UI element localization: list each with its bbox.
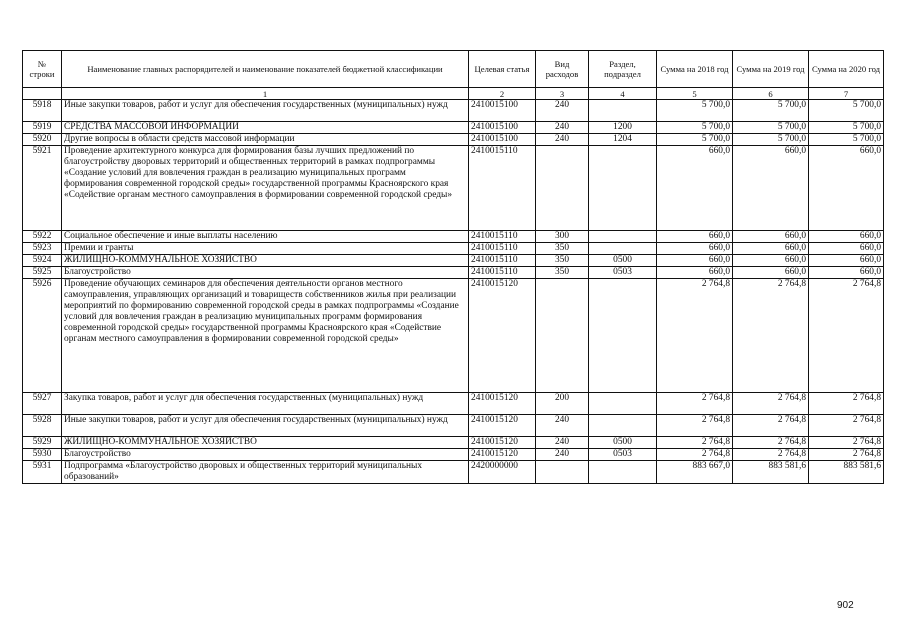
row-target-article: 2410015100 [469,100,536,122]
row-number: 5918 [23,100,62,122]
row-sum-2019: 660,0 [733,243,809,255]
column-number: 5 [657,88,733,100]
row-sum-2018: 660,0 [657,267,733,279]
row-sum-2019: 2 764,8 [733,393,809,415]
row-sum-2019: 5 700,0 [733,100,809,122]
row-sum-2019: 660,0 [733,255,809,267]
row-number: 5929 [23,437,62,449]
row-sum-2020: 660,0 [809,146,884,231]
header-sum-2018: Сумма на 2018 год [657,51,733,88]
header-row-no: № строки [23,51,62,88]
row-sum-2019: 660,0 [733,231,809,243]
column-number: 2 [469,88,536,100]
row-section [589,231,657,243]
row-target-article: 2410015100 [469,134,536,146]
row-expense-type: 240 [536,437,589,449]
row-sum-2020: 660,0 [809,243,884,255]
row-sum-2020: 5 700,0 [809,100,884,122]
table-row [23,134,884,146]
header-target: Целевая статья [469,51,536,88]
row-section [589,279,657,393]
row-sum-2020: 5 700,0 [809,122,884,134]
row-sum-2020: 2 764,8 [809,393,884,415]
row-number: 5931 [23,461,62,484]
table-row [23,415,884,437]
header-name: Наименование главных распорядителей и наименование показателей бюджетной классификации [62,51,469,88]
row-number: 5921 [23,146,62,231]
row-number: 5920 [23,134,62,146]
row-sum-2018: 5 700,0 [657,134,733,146]
column-number: 1 [62,88,469,100]
row-sum-2019: 660,0 [733,146,809,231]
header-sum-2019: Сумма на 2019 год [733,51,809,88]
row-name: Иные закупки товаров, работ и услуг для обеспечения государственных (муниципальных) нужд [62,100,469,122]
page-number: 902 [837,600,854,611]
row-target-article: 2420000000 [469,461,536,484]
row-expense-type [536,146,589,231]
row-target-article: 2410015100 [469,122,536,134]
row-section: 1204 [589,134,657,146]
row-sum-2018: 2 764,8 [657,279,733,393]
column-number: 3 [536,88,589,100]
row-sum-2018: 883 667,0 [657,461,733,484]
header-sum-2020: Сумма на 2020 год [809,51,884,88]
row-expense-type: 240 [536,100,589,122]
column-number: 6 [733,88,809,100]
header-expense-type: Вид расходов [536,51,589,88]
row-sum-2020: 660,0 [809,231,884,243]
row-name: Подпрограмма «Благоустройство дворовых и общественных территорий муниципальных образований» [62,461,469,484]
row-name: Закупка товаров, работ и услуг для обеспечения государственных (муниципальных) нужд [62,393,469,415]
row-name: Социальное обеспечение и иные выплаты населению [62,231,469,243]
row-target-article: 2410015110 [469,255,536,267]
row-name: СРЕДСТВА МАССОВОЙ ИНФОРМАЦИИ [62,122,469,134]
row-section: 0503 [589,267,657,279]
row-sum-2018: 660,0 [657,243,733,255]
row-sum-2020: 5 700,0 [809,134,884,146]
row-name: Иные закупки товаров, работ и услуг для обеспечения государственных (муниципальных) нужд [62,415,469,437]
row-expense-type: 240 [536,134,589,146]
row-sum-2018: 2 764,8 [657,415,733,437]
row-expense-type: 300 [536,231,589,243]
row-expense-type: 240 [536,415,589,437]
row-target-article: 2410015110 [469,231,536,243]
row-target-article: 2410015110 [469,146,536,231]
row-section [589,243,657,255]
column-number-row [23,88,884,100]
table-body [23,100,884,484]
row-sum-2019: 660,0 [733,267,809,279]
table-row [23,461,884,484]
row-expense-type: 240 [536,122,589,134]
table-row [23,449,884,461]
row-section [589,393,657,415]
table-row [23,393,884,415]
row-name: ЖИЛИЩНО-КОММУНАЛЬНОЕ ХОЗЯЙСТВО [62,255,469,267]
row-section: 0500 [589,437,657,449]
row-sum-2018: 5 700,0 [657,122,733,134]
row-sum-2020: 883 581,6 [809,461,884,484]
table-row [23,122,884,134]
row-sum-2020: 2 764,8 [809,279,884,393]
column-number: 7 [809,88,884,100]
column-number [23,88,62,100]
row-expense-type [536,279,589,393]
row-target-article: 2410015120 [469,393,536,415]
table-row [23,437,884,449]
table-row [23,267,884,279]
row-section: 0500 [589,255,657,267]
row-expense-type: 350 [536,243,589,255]
row-sum-2018: 660,0 [657,146,733,231]
row-name: Проведение архитектурного конкурса для формирования базы лучших предложений по благоустройству дворовых территорий и общественных территорий в рамках подпрограммы «Создание условий для вовлечения граждан в реализацию муниципальных программ формирования современной городской среды» государственной программы Красноярского края «Содействие органам местного самоуправления в формировании современной городской среды» [62,146,469,231]
row-sum-2018: 5 700,0 [657,100,733,122]
row-sum-2019: 2 764,8 [733,279,809,393]
row-expense-type [536,461,589,484]
row-section: 0503 [589,449,657,461]
row-number: 5928 [23,415,62,437]
row-sum-2019: 2 764,8 [733,449,809,461]
row-section [589,415,657,437]
table-row [23,231,884,243]
row-sum-2018: 660,0 [657,231,733,243]
row-name: Благоустройство [62,449,469,461]
row-name: Проведение обучающих семинаров для обеспечения деятельности органов местного самоуправления, управляющих организаций и товариществ собственников жилья при реализации мероприятий по формированию современной городской среды в рамках подпрограммы «Создание условий для вовлечения граждан в реализацию муниципальных программ формирования современной городской среды» государственной программы Красноярского края «Содействие органам местного самоуправления в формировании современной городской среды» [62,279,469,393]
row-sum-2018: 2 764,8 [657,449,733,461]
row-target-article: 2410015120 [469,449,536,461]
row-sum-2020: 660,0 [809,255,884,267]
row-number: 5930 [23,449,62,461]
row-section: 1200 [589,122,657,134]
row-number: 5922 [23,231,62,243]
row-number: 5926 [23,279,62,393]
row-sum-2019: 2 764,8 [733,437,809,449]
row-expense-type: 240 [536,449,589,461]
row-target-article: 2410015110 [469,267,536,279]
row-sum-2018: 2 764,8 [657,437,733,449]
row-name: Другие вопросы в области средств массовой информации [62,134,469,146]
row-sum-2019: 883 581,6 [733,461,809,484]
row-section [589,100,657,122]
row-target-article: 2410015120 [469,415,536,437]
row-number: 5925 [23,267,62,279]
row-number: 5919 [23,122,62,134]
row-sum-2020: 2 764,8 [809,437,884,449]
row-sum-2020: 2 764,8 [809,415,884,437]
row-name: Благоустройство [62,267,469,279]
row-expense-type: 350 [536,267,589,279]
header-row [23,51,884,88]
row-sum-2019: 5 700,0 [733,122,809,134]
header-section: Раздел, подраздел [589,51,657,88]
row-expense-type: 350 [536,255,589,267]
row-sum-2018: 2 764,8 [657,393,733,415]
table-row [23,243,884,255]
budget-table [22,50,884,484]
row-target-article: 2410015120 [469,279,536,393]
table-row [23,255,884,267]
row-number: 5923 [23,243,62,255]
table-row [23,100,884,122]
row-sum-2019: 5 700,0 [733,134,809,146]
table-row [23,279,884,393]
row-target-article: 2410015120 [469,437,536,449]
row-sum-2020: 660,0 [809,267,884,279]
row-sum-2018: 660,0 [657,255,733,267]
row-number: 5924 [23,255,62,267]
row-expense-type: 200 [536,393,589,415]
row-name: ЖИЛИЩНО-КОММУНАЛЬНОЕ ХОЗЯЙСТВО [62,437,469,449]
table-row [23,146,884,231]
row-name: Премии и гранты [62,243,469,255]
row-sum-2020: 2 764,8 [809,449,884,461]
column-number: 4 [589,88,657,100]
row-section [589,146,657,231]
row-section [589,461,657,484]
row-target-article: 2410015110 [469,243,536,255]
row-number: 5927 [23,393,62,415]
row-sum-2019: 2 764,8 [733,415,809,437]
